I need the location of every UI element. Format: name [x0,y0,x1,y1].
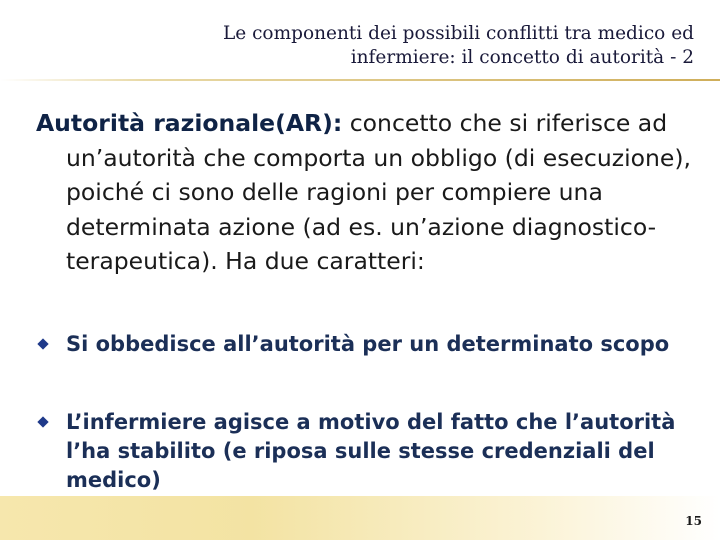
footer-band [0,496,720,540]
bullet-item [39,330,679,359]
diamond-bullet-icon [37,416,48,427]
slide-title-line-2: infermiere: il concetto di autorità - 2 [350,47,694,68]
lead-text: concetto che si riferisce ad un’autorità che comporta un obbligo (di esecuzione), poiché ci sono delle ragioni per compiere una determinata azione (ad es. un’azione diagnostico-terapeutica). Ha due caratteri: [66,109,691,275]
slide-title-line-1: Le componenti dei possibili conflitti tra medico ed [222,23,694,44]
page-number: 15 [685,514,702,528]
title-divider [0,79,720,81]
bullet-text: Si obbedisce all’autorità per un determinato scopo [66,332,670,356]
bullet-text: L’infermiere agisce a motivo del fatto che l’autorità l’ha stabilito (e riposa sulle stesse credenziali del medico) [66,410,676,492]
slide-title [134,22,694,70]
bullet-item [39,408,679,495]
lead-paragraph [36,106,720,279]
lead-term: Autorità razionale(AR): [36,109,343,137]
diamond-bullet-icon [37,338,48,349]
